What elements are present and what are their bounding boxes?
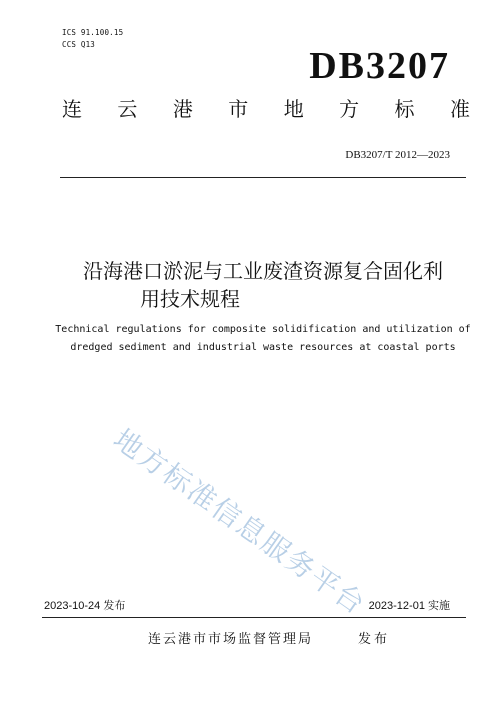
title-english-line2: dredged sediment and industrial waste resources at coastal ports bbox=[70, 342, 456, 353]
title-chinese-line2: 用技术规程 bbox=[140, 289, 240, 311]
header-divider bbox=[60, 177, 466, 178]
standard-type-char: 云 bbox=[117, 99, 138, 121]
standard-type-char: 地 bbox=[283, 99, 304, 121]
implementation-date: 2023-12-01 实施 bbox=[368, 600, 450, 612]
standard-type-char: 方 bbox=[339, 99, 360, 121]
title-chinese-line1: 沿海港口淤泥与工业废渣资源复合固化利 bbox=[83, 261, 443, 283]
standard-number: DB3207/T 2012—2023 bbox=[345, 149, 450, 161]
standard-type-char: 准 bbox=[449, 99, 470, 121]
standard-type bbox=[62, 96, 470, 124]
issue-date: 2023-10-24 发布 bbox=[44, 600, 126, 612]
standard-type-char: 市 bbox=[228, 99, 249, 121]
publisher-name: 连云港市市场监督管理局 bbox=[148, 631, 314, 646]
title-english-line1: Technical regulations for composite solidification and utilization of bbox=[55, 324, 471, 335]
standard-code: DB3207 bbox=[309, 45, 450, 87]
publish-label: 发布 bbox=[358, 631, 391, 646]
standard-type-char: 标 bbox=[394, 99, 415, 121]
footer-divider bbox=[42, 617, 466, 618]
standard-type-char: 连 bbox=[62, 99, 82, 121]
watermark: 地方标准信息服务平台 bbox=[107, 423, 372, 621]
standard-type-char: 港 bbox=[172, 99, 193, 121]
ics-code: ICS 91.100.15 bbox=[62, 28, 124, 37]
ccs-code: CCS Q13 bbox=[62, 40, 96, 49]
